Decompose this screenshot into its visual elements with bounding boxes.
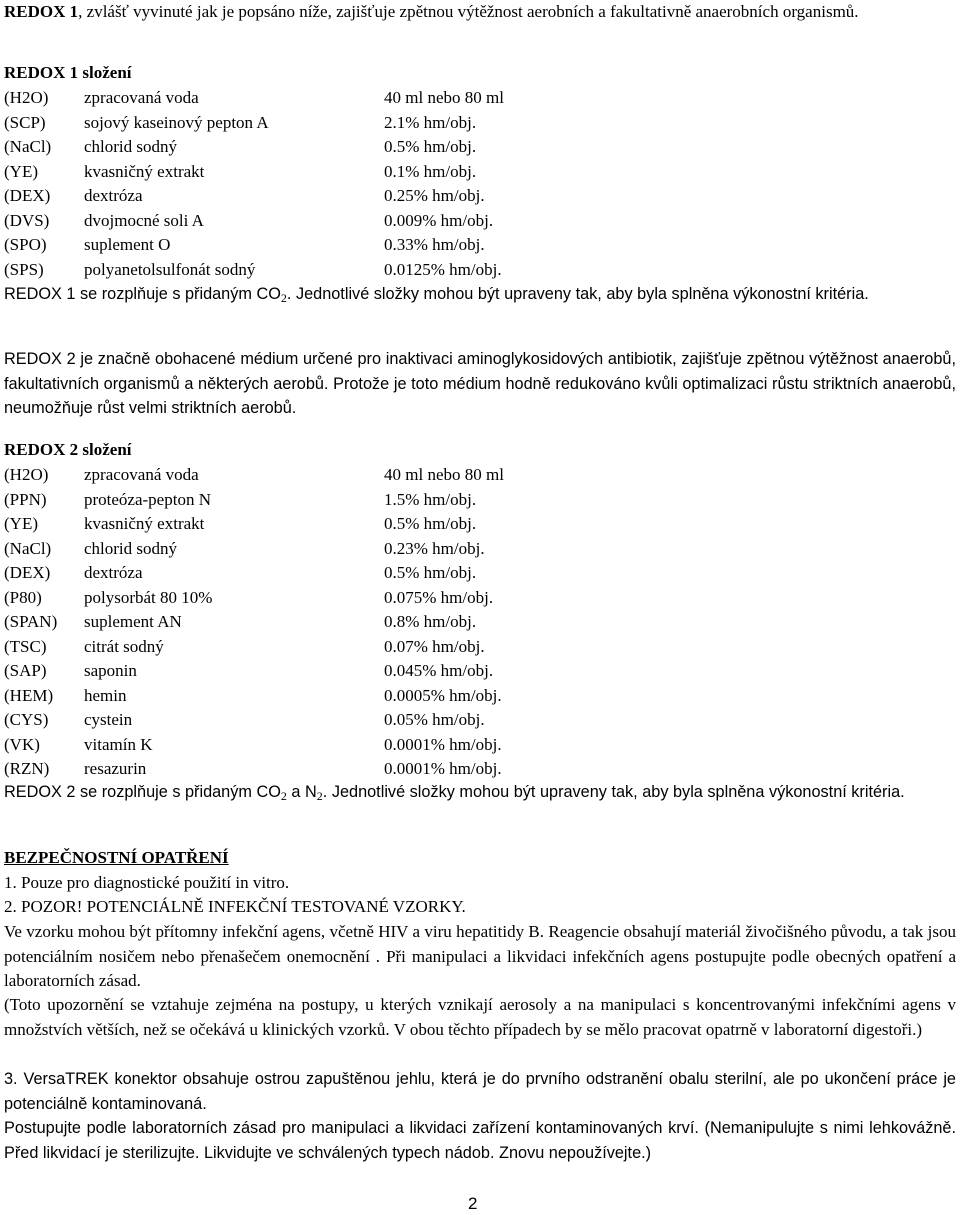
ingredient-name: vitamín K bbox=[84, 734, 153, 754]
ingredient-code: (SPS) bbox=[4, 259, 44, 279]
redox2-note-b: . Jednotlivé složky mohou být upraveny tak, aby byla splněna výkonostní kritéria. bbox=[322, 783, 905, 801]
redox1-note-sub: 2 bbox=[280, 291, 287, 305]
intro-brand: REDOX 1 bbox=[4, 2, 79, 21]
ingredient-name: polysorbát 80 10% bbox=[84, 587, 213, 607]
ingredient-code: (YE) bbox=[4, 514, 38, 533]
ingredient-name: dvojmocné soli A bbox=[84, 210, 204, 230]
ingredient-amount: 0.5% hm/obj. bbox=[384, 137, 477, 156]
ingredient-code: (DEX) bbox=[4, 563, 51, 582]
ingredient-name: hemin bbox=[84, 685, 127, 705]
ingredient-name: cystein bbox=[84, 710, 133, 729]
ingredient-code: (SCP) bbox=[4, 112, 46, 132]
ingredient-code: (NaCl) bbox=[4, 137, 52, 156]
ingredient-name: kvasničný extrakt bbox=[84, 161, 205, 181]
ingredient-amount: 0.07% hm/obj. bbox=[384, 636, 485, 656]
ingredient-name: saponin bbox=[84, 661, 137, 680]
safety-item-3: 3. VersaTREK konektor obsahuje ostrou zapuštěnou jehlu, která je do prvního odstranění obalu sterilní, ale po ukončení práce je potenciálně kontaminovaná. bbox=[4, 1070, 956, 1113]
ingredient-amount: 0.5% hm/obj. bbox=[384, 563, 477, 582]
ingredient-amount: 0.009% hm/obj. bbox=[384, 210, 494, 230]
ingredient-code: (SAP) bbox=[4, 661, 47, 680]
ingredient-code: (H2O) bbox=[4, 465, 49, 484]
ingredient-amount: 2.1% hm/obj. bbox=[384, 112, 477, 132]
ingredient-name: resazurin bbox=[84, 759, 147, 778]
ingredient-code: (TSC) bbox=[4, 636, 47, 656]
ingredient-name: suplement AN bbox=[84, 612, 182, 631]
ingredient-code: (PPN) bbox=[4, 489, 47, 509]
ingredient-amount: 0.075% hm/obj. bbox=[384, 587, 494, 607]
ingredient-name: zpracovaná voda bbox=[84, 465, 199, 484]
page-number: 2 bbox=[468, 1194, 478, 1213]
ingredient-code: (VK) bbox=[4, 734, 40, 754]
redox2-note-sub2: 2 bbox=[316, 789, 323, 803]
ingredient-amount: 0.23% hm/obj. bbox=[384, 538, 485, 558]
safety-paragraph-3: Postupujte podle laboratorních zásad pro manipulaci a likvidaci zařízení kontaminovaných krví. (Nemanipulujte s nimi lehkovážně. Před likvidací je sterilizujte. Likvidujte ve schválených typech nádob. Znovu nepoužívejte.) bbox=[4, 1119, 956, 1162]
intro-text: , zvlášť vyvinuté jak je popsáno níže, zajišťuje zpětnou výtěžnost aerobních a fakultativně anaerobních organismů. bbox=[78, 2, 859, 21]
safety-heading: BEZPEČNOSTNÍ OPATŘENÍ bbox=[4, 848, 229, 867]
ingredient-code: (RZN) bbox=[4, 759, 50, 778]
ingredient-code: (YE) bbox=[4, 161, 38, 181]
redox1-note-b: . Jednotlivé složky mohou být upraveny tak, aby byla splněna výkonostní kritéria. bbox=[286, 285, 869, 303]
ingredient-name: polyanetolsulfonát sodný bbox=[84, 259, 256, 279]
ingredient-code: (SPO) bbox=[4, 235, 47, 254]
ingredient-name: suplement O bbox=[84, 235, 171, 254]
ingredient-code: (DVS) bbox=[4, 210, 50, 230]
ingredient-amount: 0.0001% hm/obj. bbox=[384, 759, 502, 778]
ingredient-name: proteóza-pepton N bbox=[84, 489, 211, 509]
safety-item-2: 2. POZOR! POTENCIÁLNĚ INFEKČNÍ TESTOVANÉ VZORKY. bbox=[4, 897, 466, 916]
ingredient-name: chlorid sodný bbox=[84, 137, 178, 156]
ingredient-amount: 1.5% hm/obj. bbox=[384, 489, 477, 509]
ingredient-amount: 0.1% hm/obj. bbox=[384, 161, 477, 181]
safety-paragraph-1: Ve vzorku mohou být přítomny infekční agens, včetně HIV a viru hepatitidy B. Reagencie obsahují materiál živočišného původu, a tak jsou potenciálním nosičem nebo přenašečem onemocnění . Při manipulaci a likvidaci infekčních agens postupujte podle obecných opatření a laboratorních zásad. bbox=[4, 922, 956, 990]
ingredient-name: dextróza bbox=[84, 186, 143, 205]
ingredient-amount: 0.045% hm/obj. bbox=[384, 661, 494, 680]
redox1-heading: REDOX 1 složení bbox=[4, 63, 132, 82]
ingredient-amount: 0.0001% hm/obj. bbox=[384, 734, 502, 754]
ingredient-name: chlorid sodný bbox=[84, 538, 178, 558]
ingredient-amount: 0.8% hm/obj. bbox=[384, 612, 477, 631]
ingredient-code: (NaCl) bbox=[4, 538, 52, 558]
ingredient-amount: 0.33% hm/obj. bbox=[384, 235, 485, 254]
ingredient-name: citrát sodný bbox=[84, 636, 164, 656]
redox2-note bbox=[4, 780, 956, 806]
redox1-note-a: REDOX 1 se rozplňuje s přidaným CO bbox=[4, 285, 281, 303]
redox2-note-sub1: 2 bbox=[280, 789, 287, 803]
safety-item-1: 1. Pouze pro diagnostické použití in vitro. bbox=[4, 873, 290, 892]
ingredient-amount: 0.05% hm/obj. bbox=[384, 710, 485, 729]
ingredient-amount: 0.0125% hm/obj. bbox=[384, 259, 502, 279]
ingredient-amount: 0.25% hm/obj. bbox=[384, 186, 485, 205]
ingredient-amount: 0.5% hm/obj. bbox=[384, 514, 477, 533]
ingredient-code: (HEM) bbox=[4, 685, 54, 705]
ingredient-code: (CYS) bbox=[4, 710, 49, 729]
ingredient-amount: 40 ml nebo 80 ml bbox=[384, 88, 504, 107]
ingredient-name: kvasničný extrakt bbox=[84, 514, 205, 533]
ingredient-code: (P80) bbox=[4, 587, 42, 607]
redox2-note-mid: a N bbox=[286, 783, 317, 801]
redox2-note-a: REDOX 2 se rozplňuje s přidaným CO bbox=[4, 783, 281, 801]
ingredient-name: zpracovaná voda bbox=[84, 88, 199, 107]
ingredient-code: (DEX) bbox=[4, 186, 51, 205]
ingredient-name: sojový kaseinový pepton A bbox=[84, 112, 269, 132]
ingredient-name: dextróza bbox=[84, 563, 143, 582]
ingredient-code: (H2O) bbox=[4, 88, 49, 107]
ingredient-amount: 40 ml nebo 80 ml bbox=[384, 465, 504, 484]
redox2-intro-paragraph: REDOX 2 je značně obohacené médium určené pro inaktivaci aminoglykosidových antibiotik, zajišťuje zpětnou výtěžnost anaerobů, fakultativních organismů a některých aerobů. Protože je toto médium hodně redukováno kvůli optimalizaci růstu striktních anaerobů, neumožňuje růst velmi striktních aerobů. bbox=[4, 350, 956, 417]
ingredient-code: (SPAN) bbox=[4, 612, 58, 631]
redox2-heading: REDOX 2 složení bbox=[4, 440, 132, 459]
ingredient-amount: 0.0005% hm/obj. bbox=[384, 685, 502, 705]
redox1-note bbox=[4, 282, 956, 308]
safety-paragraph-2: (Toto upozornění se vztahuje zejména na postupy, u kterých vznikají aerosoly a na manipulaci s koncentrovanými infekčními agens v množstvích větších, než se očekává u klinických vzorků. V obou těchto případech by se mělo pracovat opatrně v laboratorní digestoři.) bbox=[4, 995, 956, 1039]
intro-paragraph bbox=[4, 0, 956, 25]
